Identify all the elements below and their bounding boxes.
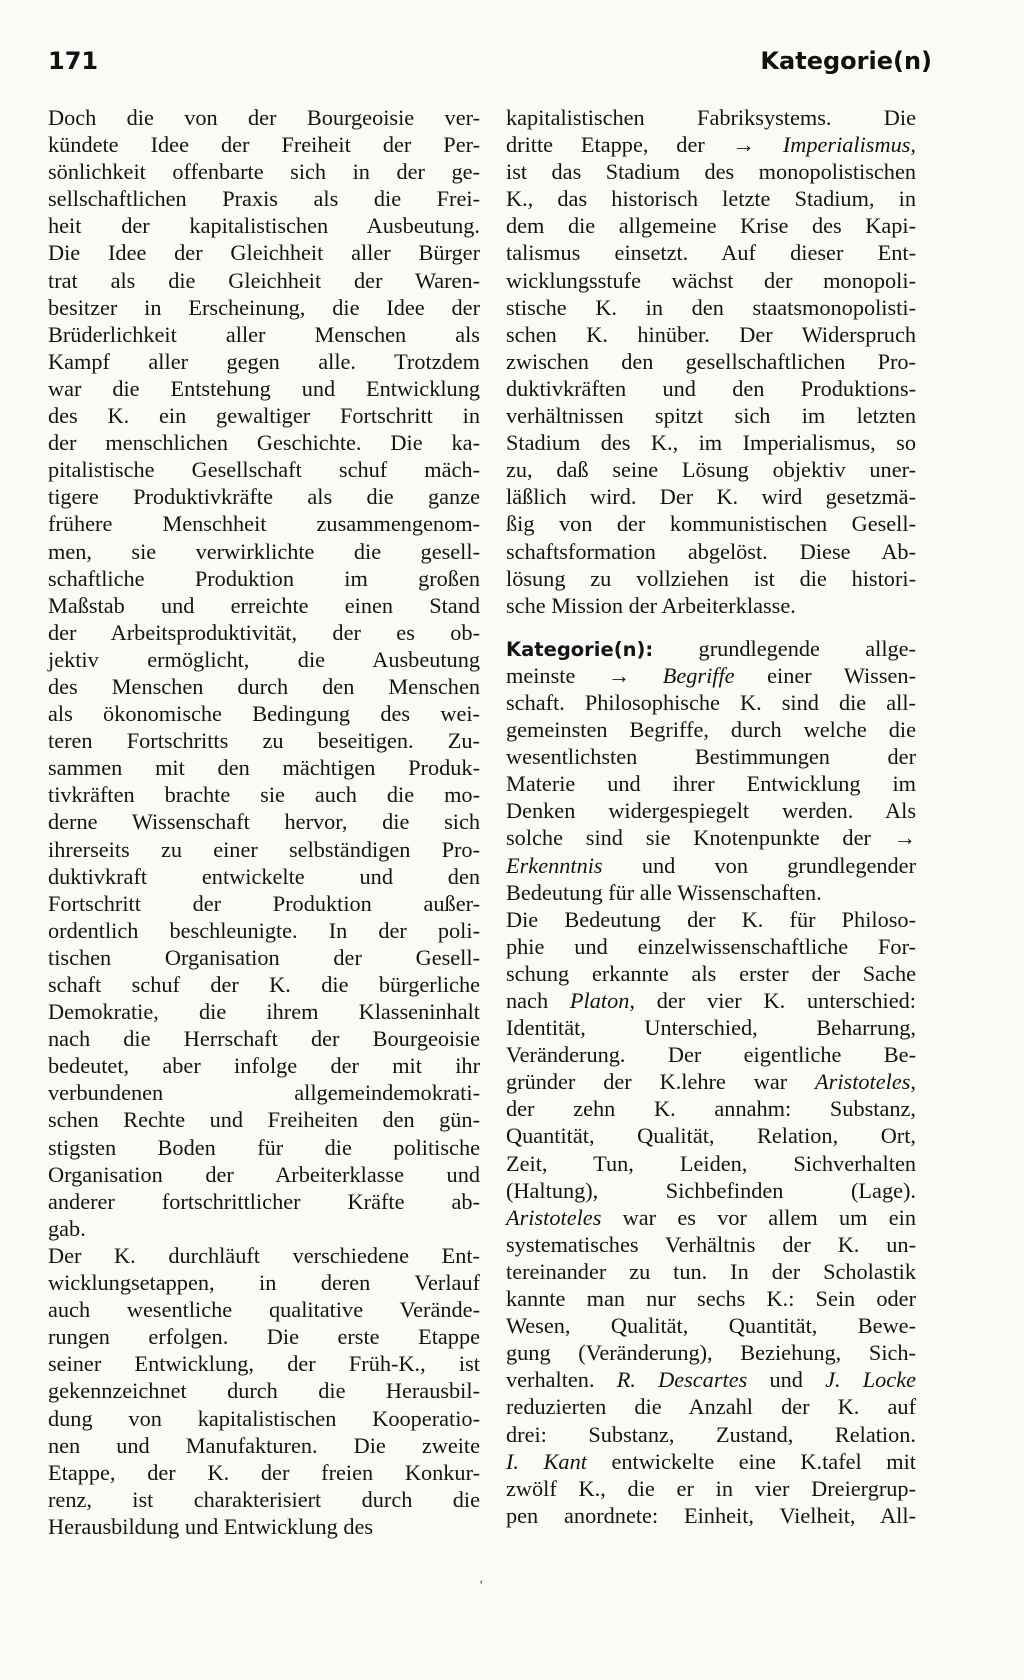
text-line [48, 1269, 480, 1296]
text-line [506, 104, 916, 131]
text-line [506, 1150, 916, 1177]
text-line [506, 267, 916, 294]
text-line [48, 185, 480, 212]
line-text: stische K. in den staatsmonopolisti- [506, 294, 916, 320]
text-line [48, 998, 480, 1025]
text-line [48, 619, 480, 646]
line-text: Denken widergespiegelt werden. Als [506, 798, 916, 824]
text-line [48, 1215, 480, 1242]
cross-reference: Imperialismus [782, 132, 911, 158]
running-title: Kategorie(n) [760, 47, 932, 75]
text-line [48, 1188, 480, 1215]
line-text: meinste → [506, 662, 663, 688]
line-text-continued: , [910, 132, 916, 158]
text-line [48, 239, 480, 266]
line-text: Doch die von der Bourgeoisie ver- [48, 105, 480, 130]
line-text: wicklungsstufe wächst der monopoli- [506, 267, 916, 293]
line-text: men, sie verwirklichte die gesell- [48, 538, 480, 564]
text-line [506, 294, 916, 321]
text-line [48, 402, 480, 429]
text-line [506, 1177, 916, 1204]
cross-reference: Erkenntnis [506, 852, 603, 878]
text-line [48, 1161, 480, 1188]
line-text: anderer fortschrittlicher Kräfte ab- [48, 1188, 480, 1214]
text-line [48, 429, 480, 456]
line-text: schaftsformation abgelöst. Diese Ab- [506, 538, 916, 564]
line-text: wicklungsetappen, in deren Verlauf [48, 1270, 480, 1296]
line-text: Der K. durchläuft verschiedene Ent- [48, 1242, 480, 1268]
text-line [48, 1323, 480, 1350]
text-line [48, 592, 480, 619]
line-text: verbundenen allgemeindemokrati- [48, 1080, 480, 1106]
line-text: kapitalistischen Fabriksystems. Die [506, 105, 916, 130]
line-text: heit der kapitalistischen Ausbeutung. [48, 213, 480, 239]
text-line [48, 971, 480, 998]
line-text: Materie und ihrer Entwicklung im [506, 771, 916, 797]
line-text: schen K. hinüber. Der Widerspruch [506, 321, 916, 347]
text-line [48, 375, 480, 402]
line-text: kündete Idee der Freiheit der Per- [48, 132, 480, 158]
line-text: Wesen, Qualität, Quantität, Bewe- [506, 1313, 916, 1339]
line-text: Bedeutung für alle Wissenschaften. [506, 879, 822, 905]
text-line [48, 212, 480, 239]
text-line [506, 1095, 916, 1122]
text-line [48, 890, 480, 917]
text-line [506, 824, 916, 851]
cross-reference: Begriffe [662, 662, 735, 688]
text-line [48, 1079, 480, 1106]
line-text-continued: , [910, 1069, 916, 1095]
text-line [506, 158, 916, 185]
text-line [48, 267, 480, 294]
line-text: der menschlichen Geschichte. Die ka- [48, 430, 480, 456]
line-text: systematisches Verhältnis der K. un- [506, 1231, 916, 1257]
line-text: schaft schuf der K. die bürgerliche [48, 972, 480, 997]
text-line [48, 1025, 480, 1052]
page-number: 171 [48, 47, 99, 75]
line-text: besitzer in Erscheinung, die Idee der [48, 294, 480, 320]
text-line [48, 131, 480, 158]
text-line [506, 1204, 916, 1231]
text-line [506, 1312, 916, 1339]
text-line [48, 1296, 480, 1323]
text-line [48, 1134, 480, 1161]
line-text: gemeinsten Begriffe, durch welche die [506, 717, 916, 743]
cross-reference: R. Descartes [616, 1367, 748, 1393]
text-line [48, 673, 480, 700]
line-text: nen und Manufakturen. Die zweite [48, 1432, 480, 1458]
line-text: renz, ist charakterisiert durch die [48, 1486, 480, 1512]
text-line [506, 1475, 916, 1502]
line-text: sönlichkeit offenbarte sich in der ge- [48, 159, 480, 185]
text-line [48, 1459, 480, 1486]
line-text: Veränderung. Der eigentliche Be- [506, 1042, 916, 1068]
text-line [48, 1513, 480, 1540]
line-text: pen anordnete: Einheit, Vielheit, All- [506, 1502, 916, 1528]
text-line [506, 1122, 916, 1149]
stray-mark: ʻ [479, 1578, 484, 1593]
text-line [48, 808, 480, 835]
text-line [506, 375, 916, 402]
text-line [506, 1421, 916, 1448]
line-text: gründer der K.lehre war [506, 1069, 816, 1095]
cross-reference: J. Locke [825, 1367, 916, 1393]
line-text: drei: Substanz, Zustand, Relation. [506, 1421, 916, 1447]
text-line [48, 294, 480, 321]
text-line [506, 1448, 916, 1475]
text-line [506, 1068, 916, 1095]
left-column [48, 104, 480, 1540]
text-line [48, 1432, 480, 1459]
text-line [506, 852, 916, 879]
text-line [506, 797, 916, 824]
line-text: Zeit, Tun, Leiden, Sichverhalten [506, 1150, 916, 1176]
line-text: auch wesentliche qualitative Verände- [48, 1297, 480, 1323]
line-text: trat als die Gleichheit der Waren- [48, 267, 480, 293]
text-line [48, 754, 480, 781]
line-text: Identität, Unterschied, Beharrung, [506, 1015, 916, 1041]
text-line [506, 483, 916, 510]
line-text: Demokratie, die ihrem Klasseninhalt [48, 999, 480, 1025]
text-line [48, 1405, 480, 1432]
text-line [48, 781, 480, 808]
line-text: sammen mit den mächtigen Produk- [48, 755, 480, 781]
line-text: talismus einsetzt. Auf dieser Ent- [506, 240, 916, 266]
line-text: verhalten. [506, 1367, 617, 1393]
line-text: Herausbildung und Entwicklung des [48, 1513, 374, 1539]
line-text: Brüderlichkeit aller Menschen als [48, 321, 480, 347]
line-text: lösung zu vollziehen ist die histori- [506, 565, 916, 591]
text-line [506, 662, 916, 689]
line-text: als ökonomische Bedingung des wei- [48, 701, 480, 727]
entry-headword: Kategorie(n): [506, 637, 654, 661]
text-line [48, 1052, 480, 1079]
text-line [506, 538, 916, 565]
text-line [506, 906, 916, 933]
text-line [506, 212, 916, 239]
line-text: nach [506, 988, 570, 1013]
line-text: rungen erfolgen. Die erste Etappe [48, 1324, 480, 1350]
line-text: gekennzeichnet durch die Herausbil- [48, 1378, 480, 1404]
line-text: der Arbeitsproduktivität, der es ob- [48, 619, 480, 645]
text-line [48, 104, 480, 131]
text-line [48, 158, 480, 185]
line-text: gab. [48, 1215, 86, 1241]
line-text: Fortschritt der Produktion außer- [48, 890, 480, 916]
line-text: sellschaftlichen Praxis als die Frei- [48, 186, 480, 212]
entry-heading-line [506, 635, 916, 662]
text-line [48, 321, 480, 348]
text-line [506, 1339, 916, 1366]
text-line [48, 1242, 480, 1269]
line-text: tivkräften brachte sie auch die mo- [48, 782, 480, 808]
text-line [48, 917, 480, 944]
text-line [48, 456, 480, 483]
line-text: K., das historisch letzte Stadium, in [506, 186, 916, 212]
line-text: dem die allgemeine Krise des Kapi- [506, 213, 916, 239]
line-text-continued: grundlegende allge- [653, 635, 916, 661]
text-line [506, 185, 916, 212]
text-line [506, 933, 916, 960]
text-line [506, 743, 916, 770]
line-text: des Menschen durch den Menschen [48, 673, 480, 699]
text-line [506, 1231, 916, 1258]
line-text: Quantität, Qualität, Relation, Ort, [506, 1123, 916, 1149]
line-text: derne Wissenschaft hervor, die sich [48, 809, 480, 835]
text-line [506, 770, 916, 797]
line-text: schaftliche Produktion im großen [48, 565, 480, 591]
line-text-continued: war es vor allem um ein [601, 1204, 916, 1230]
text-line [506, 987, 916, 1014]
text-line [506, 1258, 916, 1285]
line-text: Maßstab und erreichte einen Stand [48, 592, 480, 618]
line-text: dritte Etappe, der → [506, 132, 783, 158]
line-text: Stadium des K., im Imperialismus, so [506, 430, 916, 456]
line-text: bedeutet, aber infolge der mit ihr [48, 1053, 480, 1079]
line-text: duktivkräften und den Produktions- [506, 375, 916, 401]
line-text: Die Idee der Gleichheit aller Bürger [48, 240, 480, 266]
text-line [506, 239, 916, 266]
text-line [506, 716, 916, 743]
line-text: ordentlich beschleunigte. In der poli- [48, 917, 480, 943]
text-line [48, 1106, 480, 1133]
line-text-continued: und von grundlegender [602, 852, 916, 878]
text-line [506, 348, 916, 375]
cross-reference: I. Kant [506, 1448, 587, 1474]
line-text: nach die Herrschaft der Bourgeoisie [48, 1026, 480, 1052]
line-text: gung (Veränderung), Beziehung, Sich- [506, 1340, 916, 1366]
line-text-continued: , der vier K. unterschied: [629, 988, 916, 1013]
text-line [506, 1285, 916, 1312]
text-line [506, 1393, 916, 1420]
line-text: teren Fortschritts zu beseitigen. Zu- [48, 728, 480, 754]
line-text: frühere Menschheit zusammengenom- [48, 511, 480, 537]
line-text: reduzierten die Anzahl der K. auf [506, 1394, 916, 1420]
text-line [48, 944, 480, 971]
line-text: tischen Organisation der Gesell- [48, 944, 480, 970]
text-line [506, 565, 916, 592]
line-text: tigere Produktivkräfte als die ganze [48, 484, 480, 510]
line-text: war die Entstehung und Entwicklung [48, 375, 480, 401]
text-line [506, 592, 916, 619]
line-text-continued: und [747, 1367, 826, 1393]
line-text: ist das Stadium des monopolistischen [506, 159, 916, 185]
cross-reference: Aristoteles [506, 1204, 602, 1230]
line-text-continued: entwickelte eine K.tafel mit [586, 1448, 916, 1474]
line-text: des K. ein gewaltiger Fortschritt in [48, 403, 480, 429]
line-text: dung von kapitalistischen Kooperatio- [48, 1405, 480, 1431]
line-text: Etappe, der K. der freien Konkur- [48, 1459, 480, 1485]
line-text: solche sind sie Knotenpunkte der → [506, 825, 916, 851]
line-text: pitalistische Gesellschaft schuf mäch- [48, 457, 480, 483]
line-text: der zehn K. annahm: Substanz, [506, 1096, 916, 1122]
text-line [506, 131, 916, 158]
line-text-continued: einer Wissen- [734, 662, 917, 688]
line-text: kannte man nur sechs K.: Sein oder [506, 1286, 916, 1312]
text-line [506, 879, 916, 906]
text-line [506, 1041, 916, 1068]
text-line [506, 321, 916, 348]
line-text: verhältnissen spitzt sich im letzten [506, 403, 916, 429]
line-text: Die Bedeutung der K. für Philoso- [506, 906, 916, 932]
line-text: schen Rechte und Freiheiten den gün- [48, 1107, 480, 1133]
line-text: schung erkannte als erster der Sache [506, 960, 916, 986]
cross-reference: Aristoteles [815, 1069, 911, 1095]
text-line [48, 483, 480, 510]
text-line [48, 1377, 480, 1404]
line-text: Kampf aller gegen alle. Trotzdem [48, 348, 480, 374]
line-text: zu, daß seine Lösung objektiv uner- [506, 457, 916, 483]
text-line [506, 402, 916, 429]
line-text: stigsten Boden für die politische [48, 1134, 480, 1160]
line-text: seiner Entwicklung, der Früh-K., ist [48, 1351, 480, 1377]
text-line [506, 456, 916, 483]
text-line [48, 348, 480, 375]
text-line [506, 510, 916, 537]
text-line [48, 1486, 480, 1513]
line-text: ihrerseits zu einer selbständigen Pro- [48, 836, 480, 862]
right-column [506, 104, 916, 1529]
line-text: sche Mission der Arbeiterklasse. [506, 592, 796, 618]
text-line [506, 689, 916, 716]
text-line [48, 510, 480, 537]
cross-reference: Platon [569, 988, 630, 1013]
line-text: phie und einzelwissenschaftliche For- [506, 933, 916, 959]
text-line [48, 836, 480, 863]
text-line [48, 1350, 480, 1377]
text-line [48, 727, 480, 754]
text-line [506, 429, 916, 456]
line-text: zwischen den gesellschaftlichen Pro- [506, 348, 916, 374]
text-line [48, 700, 480, 727]
line-text: jektiv ermöglicht, die Ausbeutung [48, 646, 480, 672]
text-line [506, 1502, 916, 1529]
text-line [48, 538, 480, 565]
line-text: tereinander zu tun. In der Scholastik [506, 1258, 916, 1284]
text-line [48, 646, 480, 673]
line-text: Organisation der Arbeiterklasse und [48, 1161, 480, 1187]
line-text: ßig von der kommunistischen Gesell- [506, 511, 916, 537]
text-line [48, 565, 480, 592]
text-line [506, 960, 916, 987]
line-text: schaft. Philosophische K. sind die all- [506, 689, 916, 715]
line-text: wesentlichsten Bestimmungen der [506, 744, 916, 770]
text-line [506, 1014, 916, 1041]
line-text: zwölf K., die er in vier Dreiergrup- [506, 1475, 916, 1501]
line-text: (Haltung), Sichbefinden (Lage). [506, 1177, 916, 1203]
text-line [48, 863, 480, 890]
line-text: duktivkraft entwickelte und den [48, 863, 480, 889]
line-text: läßlich wird. Der K. wird gesetzmä- [506, 484, 916, 510]
text-line [506, 1366, 916, 1393]
